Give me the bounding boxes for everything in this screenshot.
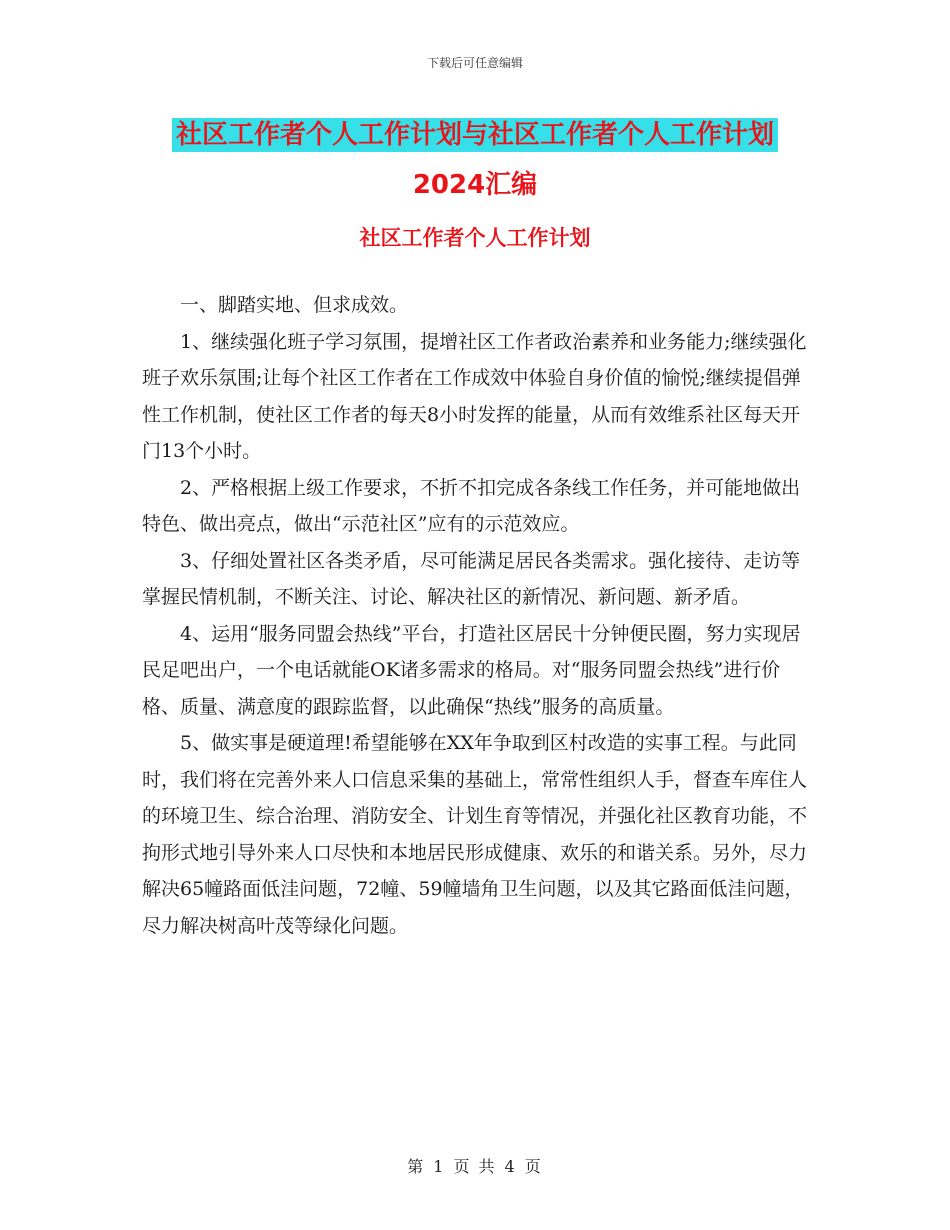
document-title [0, 112, 950, 208]
page-footer [0, 1154, 950, 1177]
paragraph: 5、做实事是硬道理!希望能够在XX年争取到区村改造的实事工程。与此同时，我们将在完善外来人口信息采集的基础上，常常性组织人手，督查车库住人的环境卫生、综合治理、消防安全、计划生育等情况，并强化社区教育功能，不拘形式地引导外来人口尽快和本地居民形成健康、欢乐的和谐关系。另外，尽力解决65幢路面低洼问题，72幢、59幢墙角卫生问题，以及其它路面低洼问题，尽力解决树高叶茂等绿化问题。 [142, 732, 808, 937]
document-title-line2: 2024汇编 [412, 170, 538, 200]
paragraph: 3、仔细处置社区各类矛盾，尽可能满足居民各类需求。强化接待、走访等掌握民情机制，不断关注、讨论、解决社区的新情况、新问题、新矛盾。 [142, 549, 801, 608]
paragraph: 2、严格根据上级工作要求，不折不扣完成各条线工作任务，并可能地做出特色、做出亮点，做出“示范社区”应有的示范效应。 [142, 476, 801, 535]
paragraph: 4、运用“服务同盟会热线”平台，打造社区居民十分钟便民圈，努力实现居民足吧出户，一个电话就能OK诸多需求的格局。对“服务同盟会热线”进行价格、质量、满意度的跟踪监督，以此确保“热线”服务的高质量。 [142, 622, 801, 718]
body-text [142, 287, 812, 944]
document-title-line1: 社区工作者个人工作计划与社区工作者个人工作计划 [172, 118, 778, 152]
footer-suffix: 页 [524, 1157, 543, 1176]
header-note: 下载后可任意编辑 [426, 56, 523, 70]
current-page-number: 1 [433, 1157, 446, 1176]
paragraph: 1、继续强化班子学习氛围，提增社区工作者政治素养和业务能力;继续强化班子欢乐氛围;让每个社区工作者在工作成效中体验自身价值的愉悦;继续提倡弹性工作机制，使社区工作者的每天8小时发挥的能量，从而有效维系社区每天开门13个小时。 [142, 330, 807, 462]
footer-mid: 页 共 [453, 1157, 497, 1176]
section-title: 社区工作者个人工作计划 [359, 226, 591, 250]
footer-prefix: 第 [407, 1157, 426, 1176]
paragraph: 一、脚踏实地、但求成效。 [180, 294, 409, 316]
total-page-count: 4 [504, 1157, 517, 1176]
